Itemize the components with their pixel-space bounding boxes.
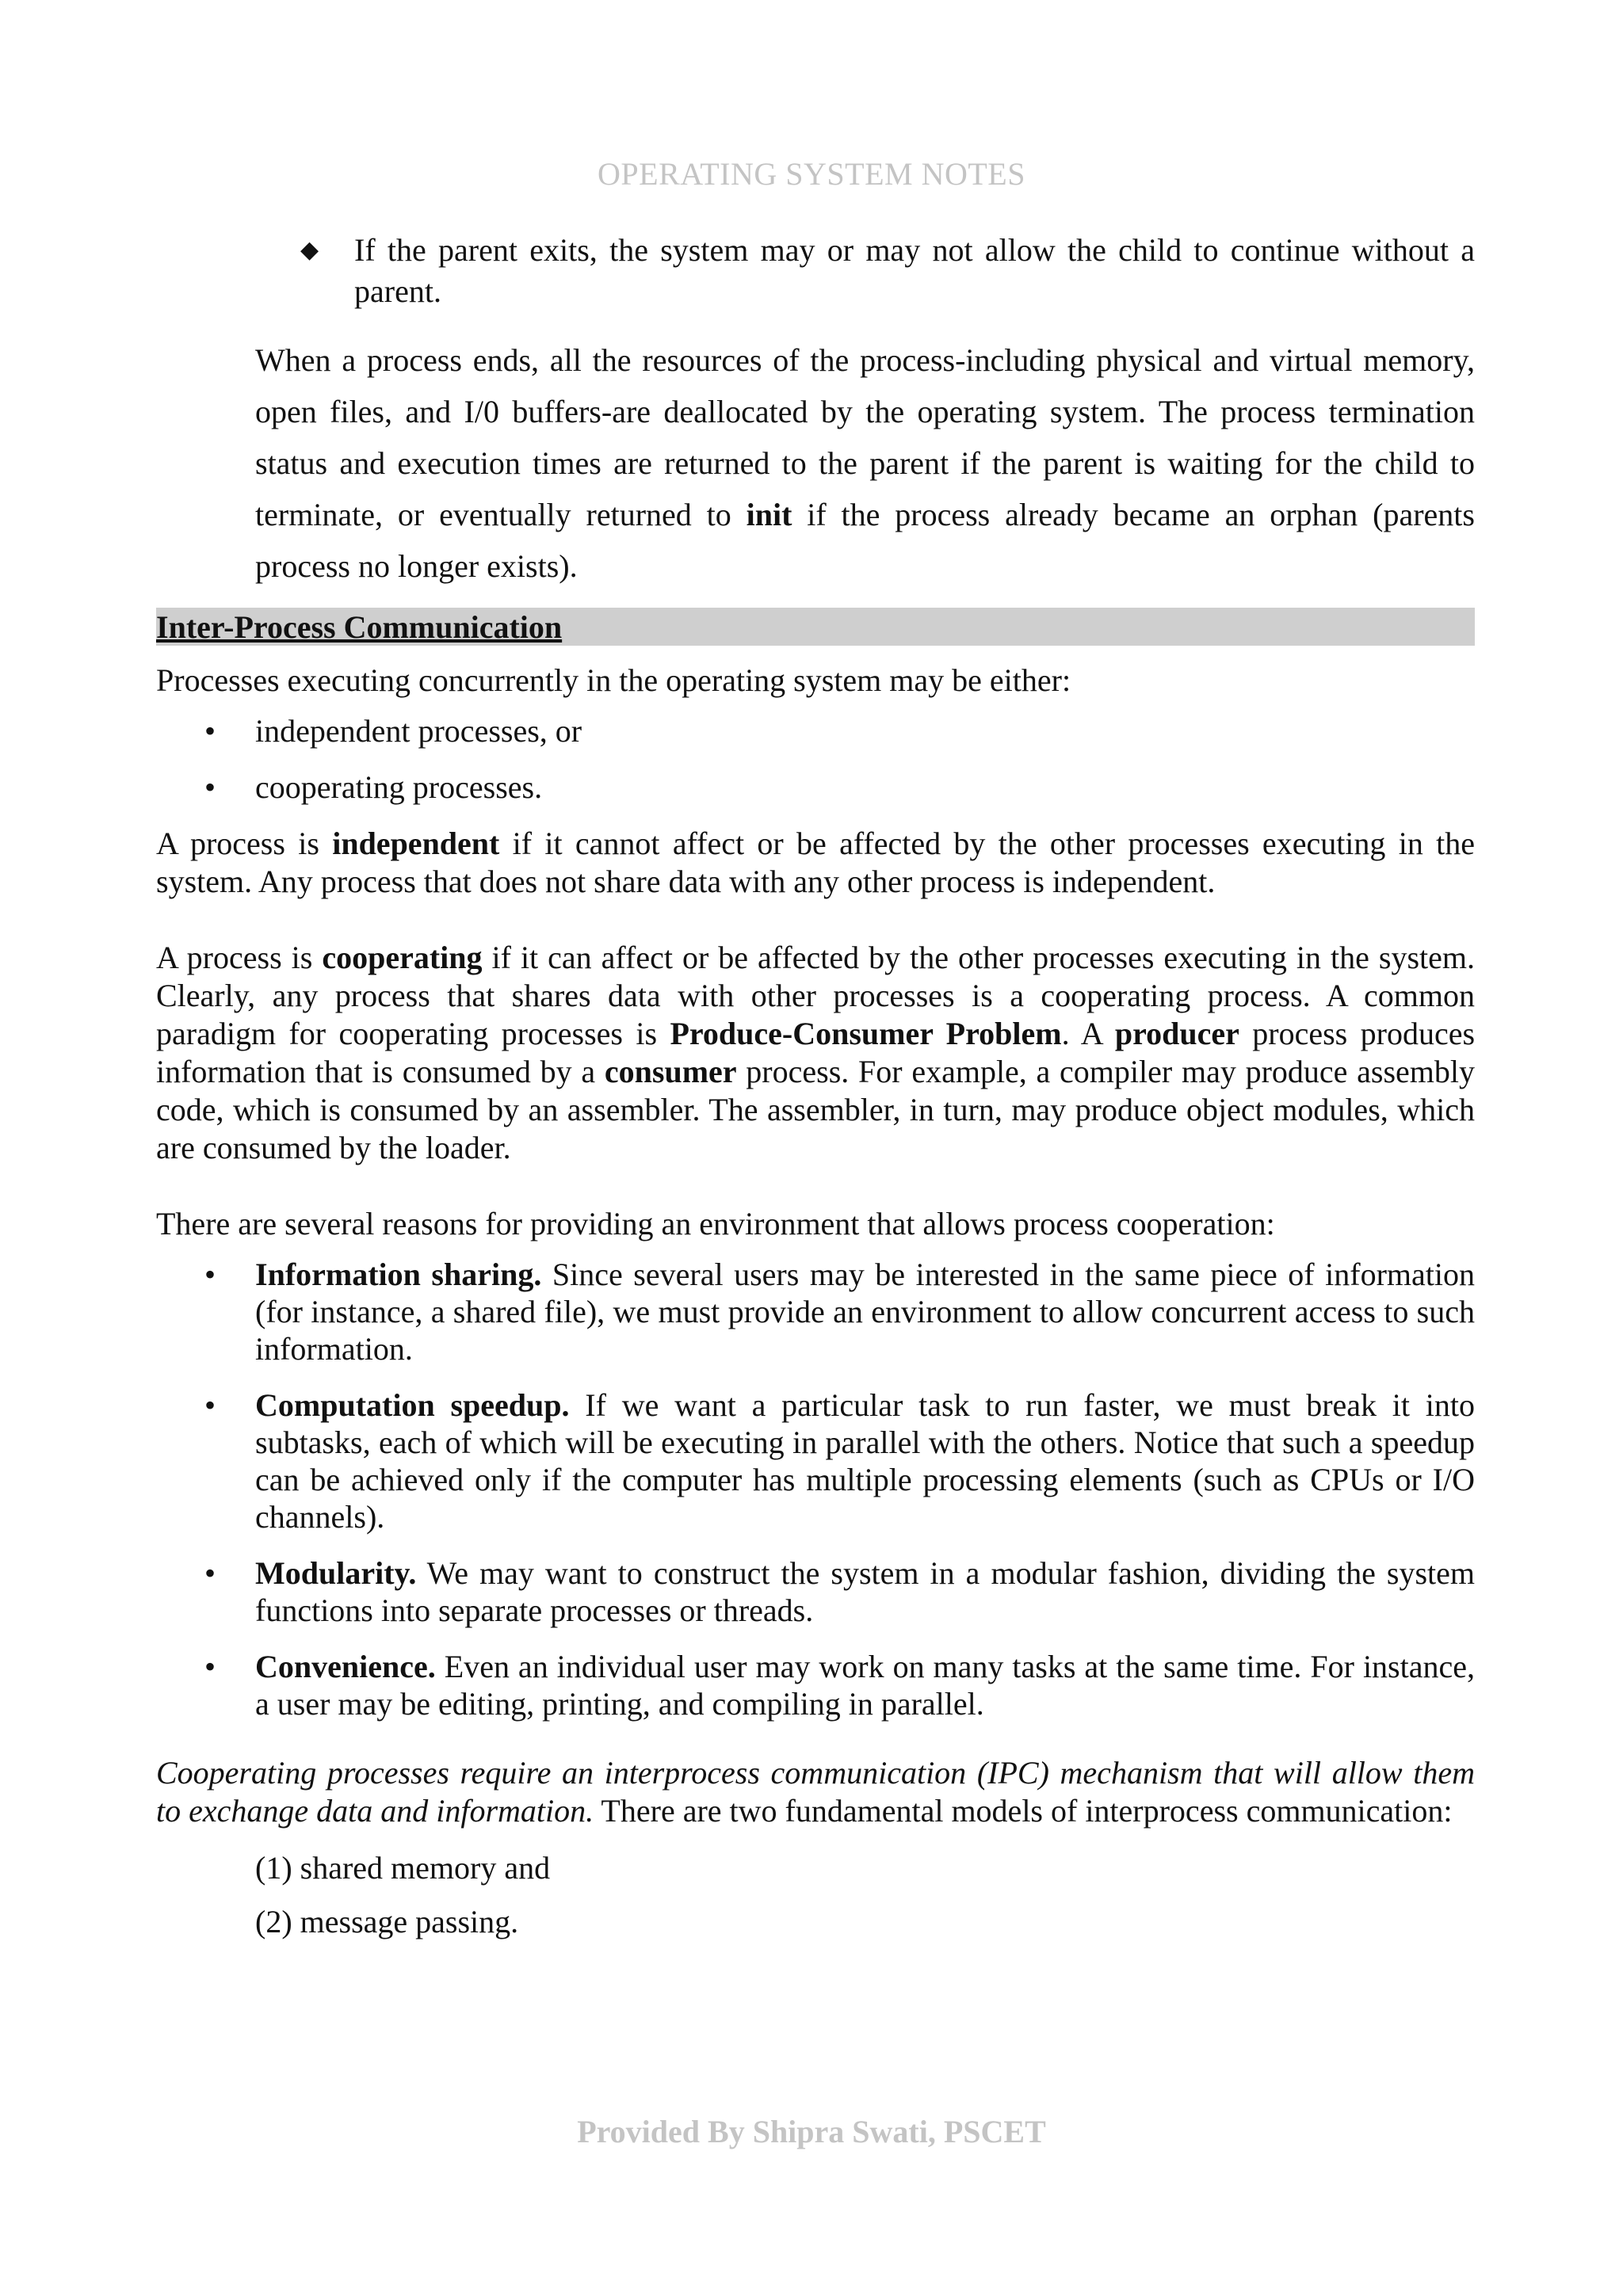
cooperating-text-1: A process is — [156, 940, 323, 975]
termination-paragraph — [255, 334, 1475, 592]
reason-term: Information sharing. — [255, 1257, 542, 1292]
reason-text: Since several users may be interested in the same piece of information (for instance, a shared file), we must provide an environment to allow concurrent access to such information. — [255, 1257, 1476, 1367]
reason-text: Even an individual user may work on many tasks at the same time. For instance, a user may be editing, printing, and compiling in parallel. — [255, 1649, 1475, 1722]
cooperating-text-2: if it can affect or be affected by the other processes executing in the system. Clearly, any process that shares data with other processes is a cooperating process. A common paradigm for cooperating processes is — [156, 940, 1476, 1051]
bullet-icon: • — [204, 1649, 216, 1684]
list-item-text: cooperating processes. — [255, 769, 543, 805]
list-item — [204, 1554, 1475, 1629]
bullet-icon: • — [204, 1257, 216, 1292]
list-item — [204, 712, 1475, 749]
cooperating-bold: cooperating — [322, 940, 483, 975]
cooperating-text-4: process produces information that is consumed by a — [156, 1016, 1476, 1089]
independent-bold: independent — [332, 826, 500, 861]
reason-term: Modularity. — [255, 1555, 417, 1591]
list-item — [204, 1386, 1476, 1535]
list-item-text: independent processes, or — [255, 713, 582, 749]
list-item: (2) message passing. — [255, 1904, 519, 1939]
producer-consumer-bold: Produce-Consumer Problem — [670, 1016, 1062, 1051]
cooperating-paragraph — [156, 939, 1475, 1167]
list-item — [204, 1256, 1476, 1367]
independent-text-1: A process is — [156, 826, 333, 861]
reasons-list — [156, 1256, 1475, 1722]
cooperating-text-3: . A — [1061, 1016, 1115, 1051]
page-header: OPERATING SYSTEM NOTES — [598, 156, 1025, 192]
page-content — [156, 230, 1475, 1957]
reason-term: Convenience. — [255, 1649, 436, 1684]
cooperating-text-5: process. For example, a compiler may produce assembly code, which is consumed by an assembler. The assembler, in turn, may produce object modules, which are consumed by the loader. — [156, 1054, 1476, 1165]
intro-paragraph: Processes executing concurrently in the operating system may be either: — [156, 662, 1071, 698]
list-item — [204, 769, 1475, 806]
reason-text: We may want to construct the system in a modular fashion, dividing the system functions into separate processes or threads. — [255, 1555, 1475, 1628]
independent-paragraph — [156, 825, 1475, 901]
termination-text-1: When a process ends, all the resources of the process-including physical and virtual memory, open files, and I/0 buffers-are deallocated by the operating system. The process termination status and execution times are returned to the parent if the parent is waiting for the child to terminate, or eventually returned to — [255, 342, 1475, 532]
independent-text-2: if it cannot affect or be affected by the other processes executing in the system. Any process that does not share data with any other process is independent. — [156, 826, 1475, 899]
diamond-bullet-item — [300, 230, 1475, 312]
page-footer: Provided By Shipra Swati, PSCET — [577, 2114, 1046, 2149]
list-item: (1) shared memory and — [255, 1850, 551, 1886]
termination-text-2: if the process already became an orphan (parents process no longer exists). — [255, 497, 1475, 584]
ipc-text: There are two fundamental models of interprocess communication: — [594, 1793, 1453, 1829]
section-heading: Inter-Process Communication — [156, 608, 1475, 646]
diamond-bullet-text: If the parent exits, the system may or may not allow the child to continue without a parent. — [354, 232, 1475, 309]
termination-bold-init: init — [746, 497, 792, 532]
reason-text: If we want a particular task to run faster, we must break it into subtasks, each of which will be executing in parallel with the others. Notice that such a speedup can be achieved only if the computer has multiple processing elements (such as CPUs or I/O channels). — [255, 1387, 1476, 1535]
bullet-icon: • — [204, 1555, 216, 1591]
bullet-icon: • — [204, 1387, 216, 1423]
process-types-list — [156, 712, 1475, 806]
ipc-italic-text: Cooperating processes require an interprocess communication (IPC) mechanism that will allow them to exchange data and information. — [156, 1755, 1475, 1829]
consumer-bold: consumer — [604, 1054, 737, 1089]
diamond-bullet-icon: ◆ — [300, 237, 319, 263]
list-item — [204, 1648, 1475, 1722]
ipc-models-list — [255, 1849, 1475, 1941]
reasons-intro: There are several reasons for providing an environment that allows process cooperation: — [156, 1206, 1275, 1241]
reason-term: Computation speedup. — [255, 1387, 570, 1423]
bullet-icon: • — [204, 713, 216, 749]
bullet-icon: • — [204, 769, 216, 805]
ipc-paragraph — [156, 1754, 1475, 1830]
producer-bold: producer — [1114, 1016, 1239, 1051]
